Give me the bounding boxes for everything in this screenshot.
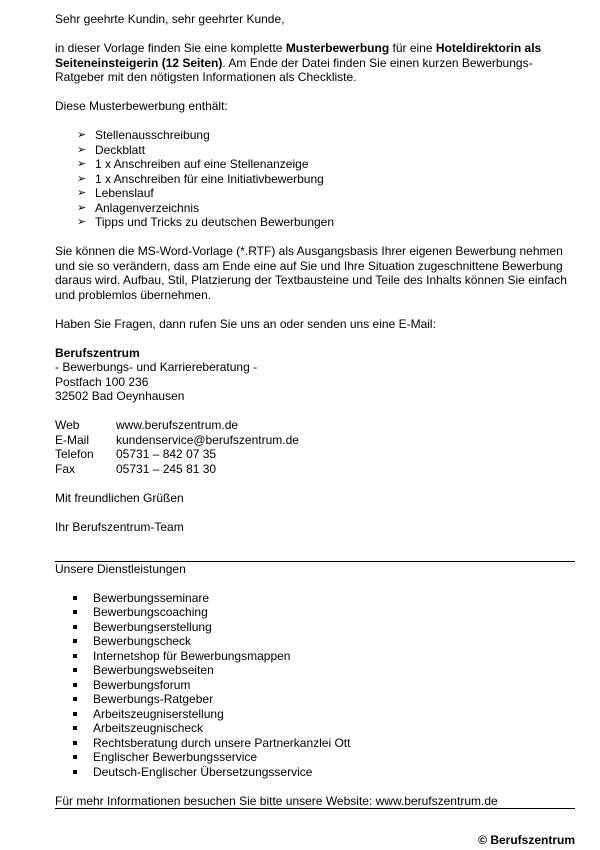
service-item-label: Internetshop für Bewerbungsmappen (93, 648, 291, 663)
contact-label: Fax (55, 461, 76, 476)
document-page (55, 12, 575, 809)
contact-label: E-Mail (55, 432, 90, 447)
square-bullet-icon (73, 610, 77, 614)
intro-bold-1: Musterbewerbung (285, 41, 390, 55)
service-item (73, 591, 575, 606)
intro-text-3: . Am Ende der Datei finden Sie einen kurzen Bewerbungs-Ratgeber mit den nötigsten Informationen als Checkliste. (55, 55, 533, 84)
service-item-label: Rechtsberatung durch unsere Partnerkanzlei Ott (93, 735, 351, 750)
service-item-label: Bewerbungs-Ratgeber (93, 692, 214, 706)
contents-item (77, 201, 575, 216)
service-item (73, 620, 575, 635)
service-item (73, 605, 575, 620)
contact-row-email (55, 433, 575, 448)
email-link[interactable]: kundenservice@berufszentrum.de (116, 432, 299, 447)
contents-item-label: Anlagenverzeichnis (95, 200, 200, 215)
contents-item (77, 157, 575, 172)
service-item-label: Bewerbungscoaching (93, 605, 208, 619)
square-bullet-icon (73, 741, 77, 745)
square-bullet-icon (73, 639, 77, 643)
services-heading: Unsere Dienstleistungen (55, 561, 186, 576)
square-bullet-icon (73, 596, 77, 600)
service-item-label: Bewerbungsforum (93, 677, 191, 692)
contents-item (77, 143, 575, 158)
square-bullet-icon (73, 668, 77, 672)
phone-value: 05731 – 842 07 35 (116, 447, 217, 461)
contents-item-label: 1 x Anschreiben für eine Initiativbewerbung (95, 171, 324, 186)
square-bullet-icon (73, 755, 77, 759)
contact-row-phone (55, 447, 575, 462)
fax-value: 05731 – 245 81 30 (116, 461, 217, 476)
signature: Ihr Berufszentrum-Team (55, 519, 184, 534)
service-item (73, 750, 575, 765)
contents-heading: Diese Musterbewerbung enthält: (55, 99, 228, 113)
contents-item-label: Deckblatt (95, 142, 146, 157)
square-bullet-icon (73, 726, 77, 730)
contents-item-label: Lebenslauf (95, 186, 154, 200)
service-item (73, 634, 575, 649)
arrow-bullet-icon: ➢ (77, 143, 87, 156)
salutation: Sehr geehrte Kundin, sehr geehrter Kunde, (55, 12, 285, 26)
service-item-label: Bewerbungswebseiten (93, 663, 214, 677)
contents-item (77, 215, 575, 230)
arrow-bullet-icon: ➢ (77, 129, 87, 141)
square-bullet-icon (73, 654, 77, 658)
service-item (73, 663, 575, 678)
contact-row-web (55, 418, 575, 433)
square-bullet-icon (73, 697, 77, 701)
service-item-label: Bewerbungserstellung (93, 619, 212, 634)
service-item-label: Deutsch-Englischer Übersetzungsservice (93, 764, 313, 779)
service-item-label: Arbeitszeugniserstellung (93, 706, 224, 721)
square-bullet-icon (73, 625, 77, 629)
arrow-bullet-icon: ➢ (77, 158, 87, 170)
service-item (73, 736, 575, 751)
contents-list (55, 128, 575, 230)
square-bullet-icon (73, 683, 77, 687)
more-info-line: Für mehr Informationen besuchen Sie bitte unsere Website: www.berufszentrum.de (55, 793, 498, 808)
service-item (73, 721, 575, 736)
service-item (73, 692, 575, 707)
arrow-bullet-icon: ➢ (77, 201, 87, 214)
service-item (73, 678, 575, 693)
contact-label: Telefon (55, 447, 94, 461)
company-name-text: Berufszentrum (55, 345, 140, 360)
intro-text-2: für eine (389, 41, 436, 55)
intro-text-1: in dieser Vorlage finden Sie eine komplette (55, 41, 286, 55)
contents-item-label: 1 x Anschreiben auf eine Stellenanzeige (95, 157, 309, 171)
arrow-bullet-icon: ➢ (77, 216, 87, 228)
square-bullet-icon (73, 770, 77, 774)
contents-item (77, 128, 575, 143)
contents-item-label: Tipps und Tricks zu deutschen Bewerbungen (95, 215, 335, 229)
web-link[interactable]: www.berufszentrum.de (116, 418, 239, 432)
intro-bold-2: Hoteldirektorin als Seiteneinsteigerin (12 Seiten) (55, 41, 542, 70)
service-item (73, 707, 575, 722)
contact-row-fax (55, 462, 575, 477)
contact-label: Web (55, 418, 80, 432)
arrow-bullet-icon: ➢ (77, 172, 87, 185)
square-bullet-icon (73, 712, 77, 716)
closing: Mit freundlichen Grüßen (55, 490, 184, 505)
copyright-notice: © Berufszentrum (478, 833, 575, 847)
service-item (73, 765, 575, 780)
service-item-label: Englischer Bewerbungsservice (93, 750, 258, 764)
section-divider-bottom (55, 808, 575, 809)
arrow-bullet-icon: ➢ (77, 187, 87, 199)
contents-item-label: Stellenausschreibung (95, 128, 210, 142)
questions-paragraph: Haben Sie Fragen, dann rufen Sie uns an oder senden uns eine E-Mail: (55, 316, 436, 331)
contents-item (77, 186, 575, 201)
company-address-line-1: Postfach 100 236 (55, 374, 149, 389)
services-list (55, 591, 575, 780)
service-item (73, 649, 575, 664)
contents-item (77, 172, 575, 187)
service-item-label: Bewerbungsseminare (93, 590, 210, 605)
intro-paragraph (55, 41, 575, 85)
usage-paragraph: Sie können die MS-Word-Vorlage (*.RTF) als Ausgangsbasis Ihrer eigenen Bewerbung nehmen und sie so verändern, dass am Ende eine auf Sie und Ihre Situation zugeschnittene Bewerbung daraus wird. Aufbau, Stil, Platzierung der Textbausteine und Teile des Inhalts können Sie einfach und problemlos übernehmen. (55, 244, 567, 302)
service-item-label: Bewerbungscheck (93, 634, 192, 648)
company-subtitle: - Bewerbungs- und Karriereberatung - (55, 360, 258, 374)
company-name (55, 346, 575, 361)
service-item-label: Arbeitszeugnischeck (93, 721, 204, 735)
company-address-line-2: 32502 Bad Oeynhausen (55, 389, 185, 403)
